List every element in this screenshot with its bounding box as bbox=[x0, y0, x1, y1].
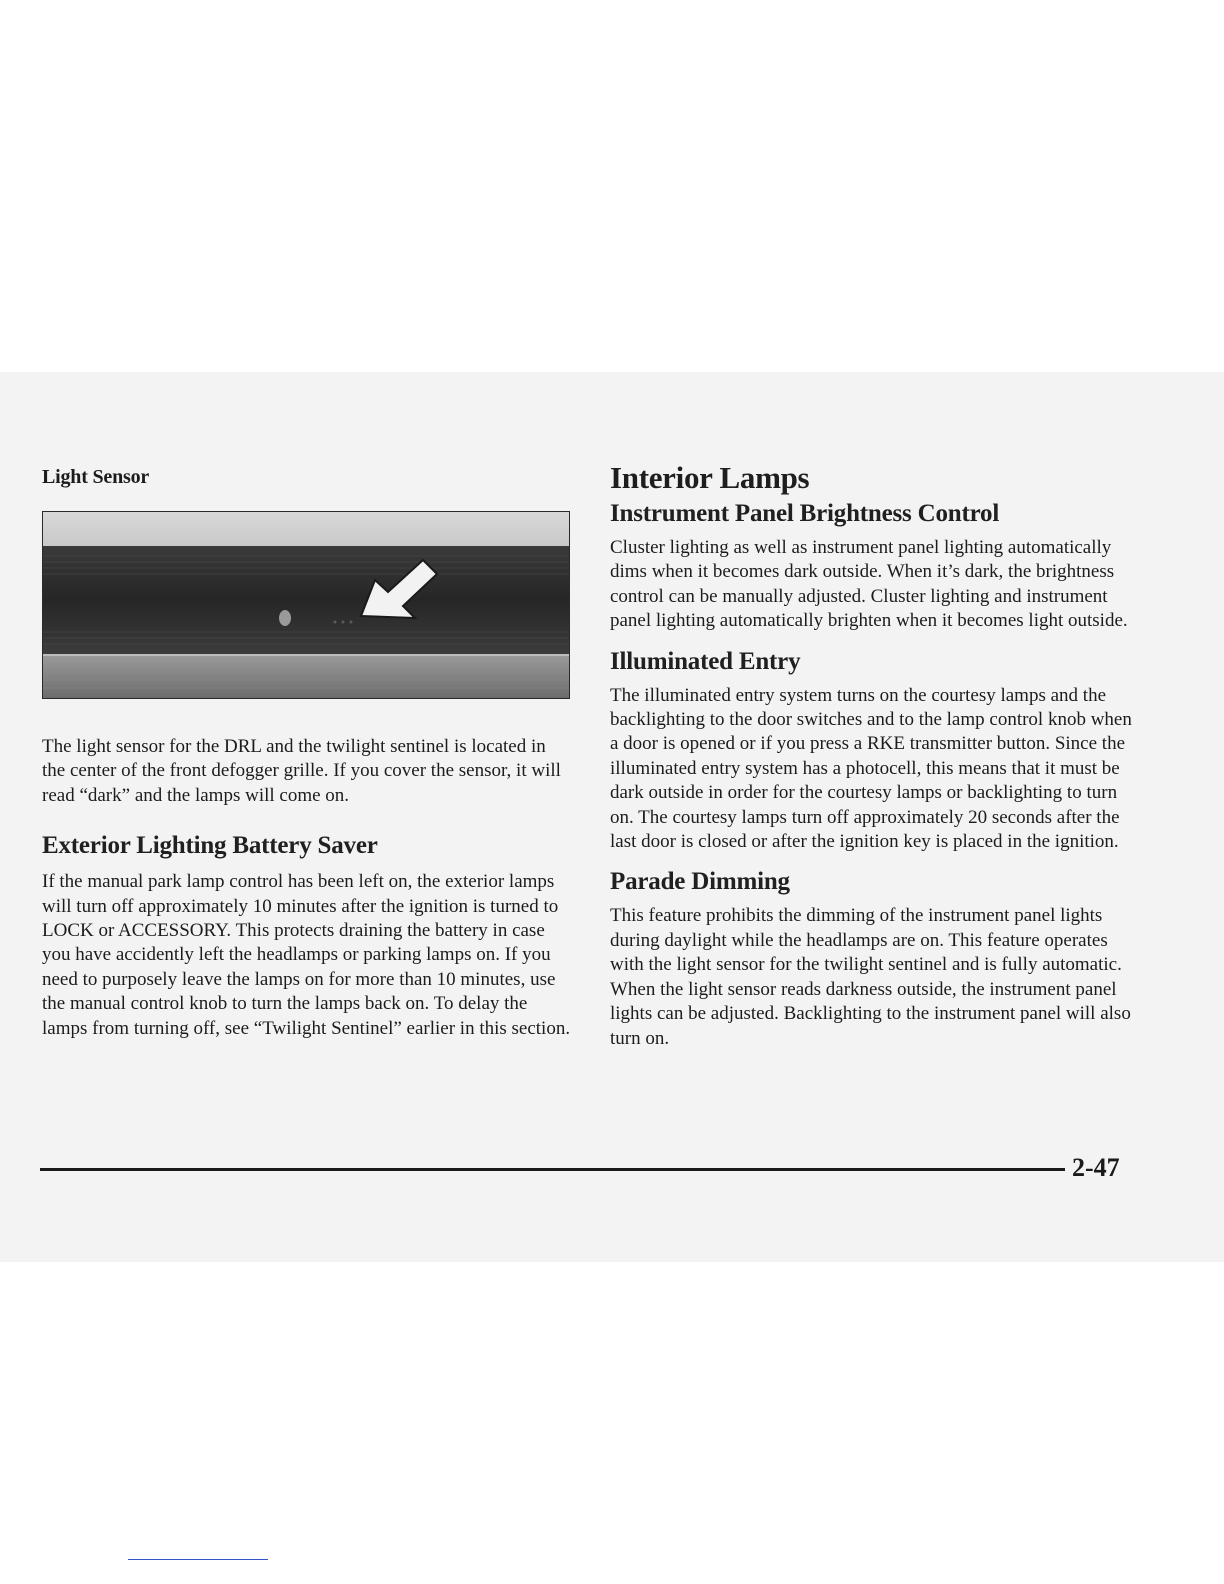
brightness-control-paragraph: Cluster lighting as well as instrument panel lighting automatically dims when it becomes dark outside. When it’s dark, the brightness control can be manually adjusted. Cluster lighting and instrument panel lighting automatically brighten when it becomes light outside. bbox=[610, 537, 1128, 632]
bottom-link-underline bbox=[128, 1559, 268, 1560]
page-number: 2-47 bbox=[1072, 1153, 1120, 1182]
brightness-control-heading: Instrument Panel Brightness Control bbox=[610, 500, 1000, 527]
light-sensor-photo bbox=[42, 511, 570, 699]
sensor-dot bbox=[279, 610, 291, 626]
interior-lamps-title: Interior Lamps bbox=[610, 460, 810, 495]
figure-caption: Light Sensor bbox=[42, 466, 150, 488]
light-sensor-paragraph: The light sensor for the DRL and the twilight sentinel is located in the center of the front defogger grille. If you cover the sensor, it will read “dark” and the lamps will come on. bbox=[42, 736, 561, 806]
illuminated-entry-heading: Illuminated Entry bbox=[610, 647, 801, 675]
battery-saver-paragraph: If the manual park lamp control has been left on, the exterior lamps will turn off approximately 10 minutes after the ignition is turned to LOCK or ACCESSORY. This protects draining the battery in case you have accidently left the headlamps or parking lamps on. If you need to purposely leave the lamps on for more than 10 minutes, use the manual control knob to turn the lamps back on. To delay the lamps from turning off, see “Twilight Sentinel” earlier in this section. bbox=[42, 871, 571, 1039]
illuminated-entry-paragraph: The illuminated entry system turns on the courtesy lamps and the backlighting to the door switches and to the lamp control knob when a door is opened or if you press a RKE transmitter button. Since the illuminated entry system has a photocell, this means that it must be dark outside in order for the courtesy lamps or backlighting to turn on. The courtesy lamps turn off approximately 20 seconds after the last door is closed or after the ignition key is placed in the ignition. bbox=[610, 684, 1132, 853]
parade-dimming-heading: Parade Dimming bbox=[610, 868, 790, 896]
right-column bbox=[610, 460, 1140, 1051]
left-column bbox=[42, 466, 572, 1041]
parade-dimming-paragraph: This feature prohibits the dimming of the instrument panel lights during daylight while the headlamps are on. This feature operates with the light sensor for the twilight sentinel and is fully automatic. When the light sensor reads darkness outside, the instrument panel lights can be adjusted. Backlighting to the instrument panel will also turn on. bbox=[610, 905, 1131, 1049]
light-sensor-illustration bbox=[43, 512, 569, 698]
battery-saver-heading: Exterior Lighting Battery Saver bbox=[42, 832, 378, 860]
footer-rule bbox=[40, 1168, 1065, 1171]
